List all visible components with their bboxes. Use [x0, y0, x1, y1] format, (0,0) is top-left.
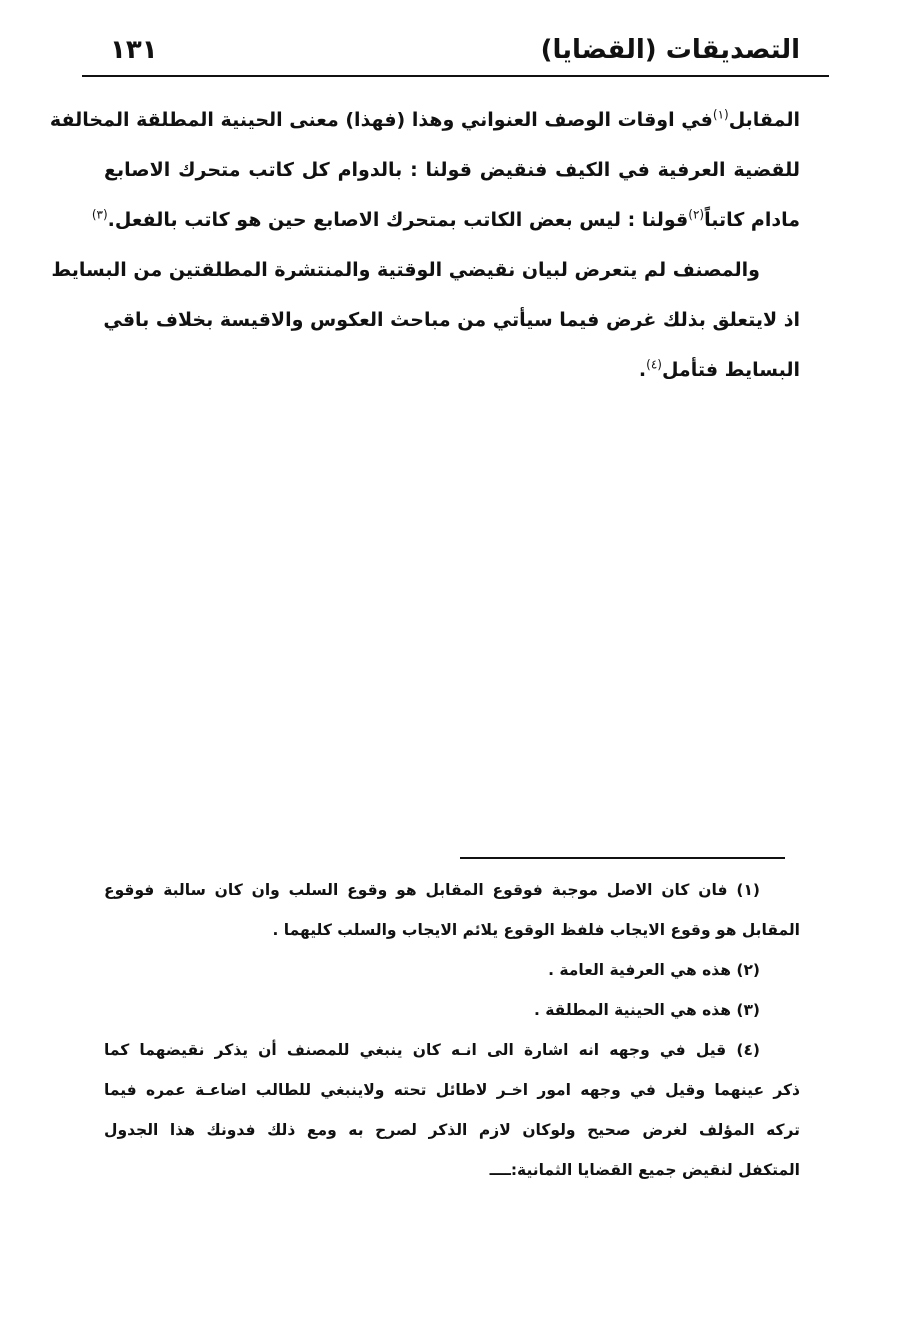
footnote-ref-3: (٣) [91, 207, 108, 222]
footnote-ref-1: (١) [712, 107, 729, 122]
text-run: المقابل [728, 109, 800, 131]
main-line-6 [104, 345, 800, 395]
footnote-2: (٢) هذه هي العرفية العامة . [548, 961, 760, 979]
footnote-1: (١) فان كان الاصل موجبة فوقوع المقابل هو وقوع السلب وان كان سالبة فوقوع [104, 881, 760, 899]
text-run: في اوقات الوصف العنواني وهذا (فهذا) معنى الحينية المطلقة المخالفة [49, 109, 713, 131]
text-run: . [638, 359, 647, 381]
main-line-3 [91, 195, 800, 245]
footnote-3: (٣) هذه هي الحينية المطلقة . [534, 1001, 760, 1019]
main-line-4: والمصنف لم يتعرض لبيان نقيضي الوقتية والمنتشرة المطلقتين من البسايط [51, 259, 760, 281]
main-text [49, 95, 800, 395]
text-run: البسايط فتأمل [661, 359, 800, 381]
footnote-4-cont-1: ذكر عينهما وقيل في وجهه امور اخـر لاطائل تحته ولاينبغي للطالب اضاعـة عمره فيما [104, 1081, 800, 1099]
text-run: مادام كاتباً [704, 209, 800, 231]
footnote-1-cont: المقابل هو وقوع الايجاب فلفظ الوقوع يلائم الايجاب والسلب كليهما . [272, 921, 800, 939]
footnotes [104, 870, 800, 1190]
footnote-4-cont-2: تركه المؤلف لغرض صحيح ولوكان لازم الذكر لصرح به ومع ذلك فدونك هذا الجدول [104, 1121, 800, 1139]
footnote-4-cont-3: المتكفل لنقيض جميع القضايا الثمانية:ــــ [489, 1161, 800, 1179]
text-run: قولنا : ليس بعض الكاتب بمتحرك الاصابع حين هو كاتب بالفعل. [107, 209, 689, 231]
footnote-ref-2: (٢) [688, 207, 705, 222]
main-line-2: للقضية العرفية في الكيف فنقيض قولنا : بالدوام كل كاتب متحرك الاصابع [104, 159, 800, 181]
footnote-ref-4: (٤) [646, 357, 662, 372]
main-line-5: اذ لايتعلق بذلك غرض فيما سيأتي من مباحث العكوس والاقيسة بخلاف باقي [103, 309, 800, 331]
page-number: ١٣١ [110, 35, 158, 65]
footnote-separator [460, 857, 785, 859]
running-title: التصديقات (القضايا) [540, 35, 800, 65]
header-rule [82, 75, 829, 77]
main-line-1 [49, 95, 800, 145]
footnote-4: (٤) قيل في وجهه انه اشارة الى انـه كان ينبغي للمصنف أن يذكر نقيضهما كما [104, 1041, 760, 1059]
